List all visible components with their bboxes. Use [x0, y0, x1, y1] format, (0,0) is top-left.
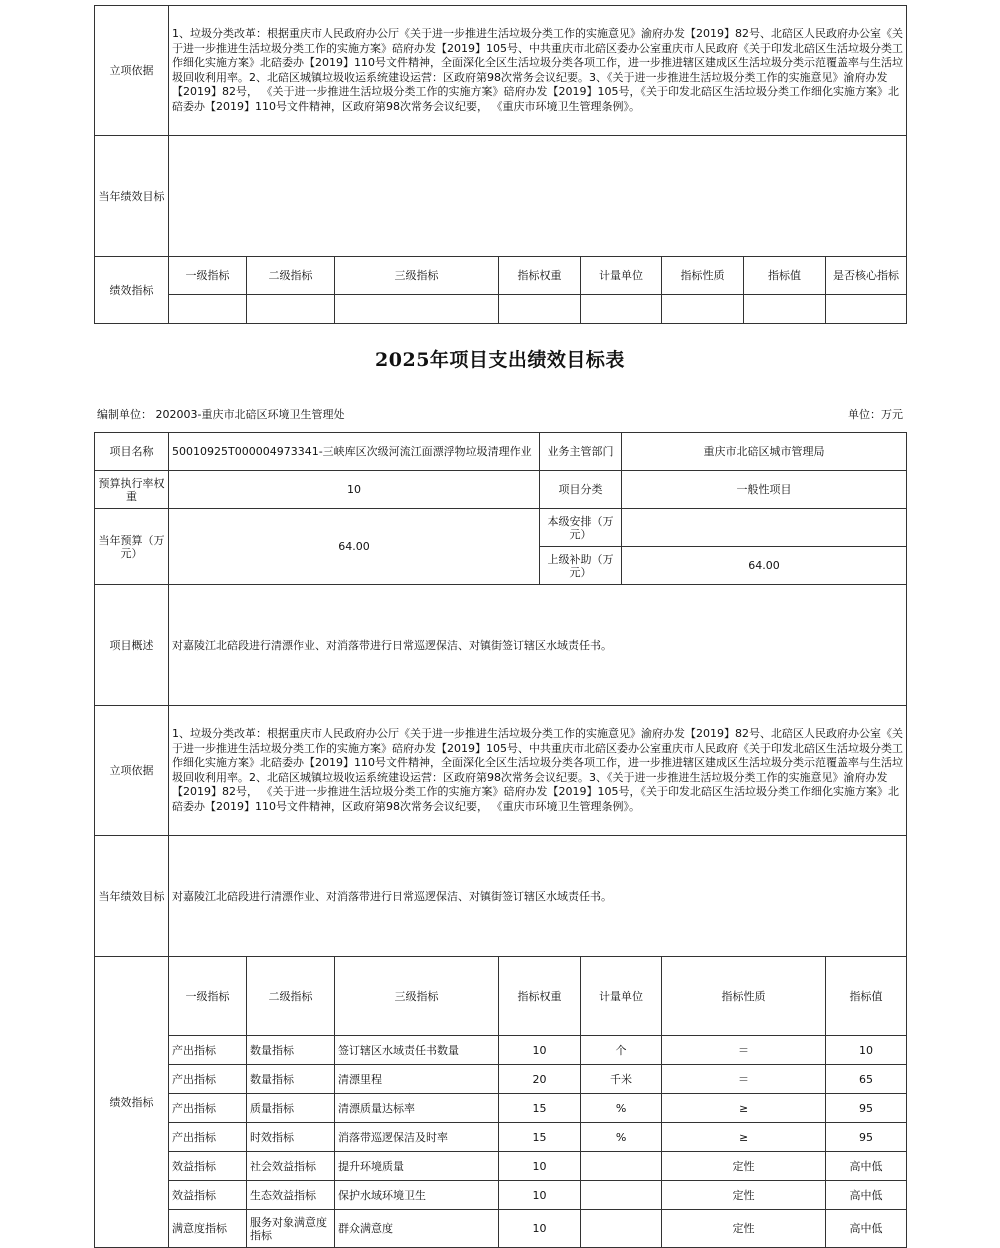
header-level2: 二级指标	[247, 257, 335, 295]
level1-cell: 效益指标	[169, 1181, 247, 1210]
table-row	[95, 1181, 907, 1210]
goal-label: 当年绩效目标	[95, 136, 169, 257]
value-cell: 95	[826, 1094, 907, 1123]
nature-cell: ≥	[662, 1094, 826, 1123]
level3-cell: 消落带巡逻保洁及时率	[335, 1123, 499, 1152]
nature-cell: 定性	[662, 1181, 826, 1210]
level3-cell: 签订辖区水域责任书数量	[335, 1036, 499, 1065]
budget-label: 当年预算（万元）	[95, 509, 169, 585]
upper-subsidy-value: 64.00	[622, 547, 907, 585]
level1-cell: 产出指标	[169, 1123, 247, 1152]
empty-cell	[662, 295, 744, 324]
page-title: 2025年项目支出绩效目标表	[375, 349, 625, 371]
value-cell: 95	[826, 1123, 907, 1152]
level3-cell: 保护水域环境卫生	[335, 1181, 499, 1210]
continued-performance-table	[94, 5, 907, 324]
header-level3: 三级指标	[335, 257, 499, 295]
level3-cell: 清漂质量达标率	[335, 1094, 499, 1123]
level2-cell: 服务对象满意度指标	[247, 1210, 335, 1248]
weight-cell: 10	[499, 1036, 581, 1065]
execution-rate-value: 10	[169, 471, 540, 509]
header-value: 指标值	[744, 257, 826, 295]
nature-cell: ≥	[662, 1123, 826, 1152]
empty-cell	[826, 295, 907, 324]
header-level1: 一级指标	[169, 257, 247, 295]
table-row	[95, 1094, 907, 1123]
weight-cell: 10	[499, 1181, 581, 1210]
header-weight: 指标权重	[499, 257, 581, 295]
goal-text	[169, 136, 907, 257]
empty-cell	[581, 295, 662, 324]
overview-text: 对嘉陵江北碚段进行清漂作业、对消落带进行日常巡逻保洁、对镇街签订辖区水域责任书。	[169, 585, 907, 706]
table-row	[95, 1152, 907, 1181]
header-unit: 计量单位	[581, 957, 662, 1036]
level2-cell: 生态效益指标	[247, 1181, 335, 1210]
unit-cell: 千米	[581, 1065, 662, 1094]
project-name-label: 项目名称	[95, 433, 169, 471]
basis-text: 1、垃圾分类改革：根据重庆市人民政府办公厅《关于进一步推进生活垃圾分类工作的实施意见》渝府办发【2019】82号、北碚区人民政府办公室《关于进一步推进生活垃圾分类工作的实施方案》碚府办发【2019】105号、中共重庆市北碚区委办公室重庆市人民政府《关于印发北碚区生活垃圾分类工作细化实施方案》北碚委办【2019】110号文件精神，全面深化全区生活垃圾分类各项工作，进一步推进辖区建成区生活垃圾分类示范覆盖率与生活垃圾回收利用率。2、北碚区城镇垃圾收运系统建设运营：区政府第98次常务会议纪要。3、《关于进一步推进生活垃圾分类工作的实施意见》渝府办发【2019】82号， 《关于进一步推进生活垃圾分类工作的实施方案》碚府办发【2019】105号，《关于印发北碚区生活垃圾分类工作细化实施方案》北碚委办【2019】110号文件精神，区政府第98次常务会议纪要， 《重庆市环境卫生管理条例》。	[169, 6, 907, 136]
unit-cell: 个	[581, 1036, 662, 1065]
table-row	[95, 1123, 907, 1152]
compiling-unit-value: 202003-重庆市北碚区环境卫生管理处	[155, 408, 345, 421]
unit-cell	[581, 1152, 662, 1181]
level2-cell: 数量指标	[247, 1036, 335, 1065]
local-budget-label: 本级安排（万元）	[540, 509, 622, 547]
level3-cell: 群众满意度	[335, 1210, 499, 1248]
compiling-unit-label: 编制单位：	[97, 408, 152, 421]
unit-cell	[581, 1210, 662, 1248]
value-cell: 高中低	[826, 1181, 907, 1210]
value-cell: 高中低	[826, 1210, 907, 1248]
header-level1: 一级指标	[169, 957, 247, 1036]
basis-label: 立项依据	[95, 706, 169, 836]
header-weight: 指标权重	[499, 957, 581, 1036]
currency-unit: 单位：万元	[848, 408, 903, 421]
level3-cell: 清漂里程	[335, 1065, 499, 1094]
header-unit: 计量单位	[581, 257, 662, 295]
dept-label: 业务主管部门	[540, 433, 622, 471]
level2-cell: 时效指标	[247, 1123, 335, 1152]
category-value: 一般性项目	[622, 471, 907, 509]
basis-label: 立项依据	[95, 6, 169, 136]
nature-cell: ＝	[662, 1036, 826, 1065]
nature-cell: ＝	[662, 1065, 826, 1094]
weight-cell: 15	[499, 1094, 581, 1123]
goal-label: 当年绩效目标	[95, 836, 169, 957]
goal-text: 对嘉陵江北碚段进行清漂作业、对消落带进行日常巡逻保洁、对镇街签订辖区水域责任书。	[169, 836, 907, 957]
weight-cell: 10	[499, 1210, 581, 1248]
dept-value: 重庆市北碚区城市管理局	[622, 433, 907, 471]
unit-cell	[581, 1181, 662, 1210]
level3-cell: 提升环境质量	[335, 1152, 499, 1181]
level1-cell: 效益指标	[169, 1152, 247, 1181]
empty-cell	[744, 295, 826, 324]
table-row	[95, 1065, 907, 1094]
header-value: 指标值	[826, 957, 907, 1036]
project-name-value: 50010925T000004973341-三峡库区次级河流江面漂浮物垃圾清理作业	[169, 433, 540, 471]
budget-value: 64.00	[169, 509, 540, 585]
unit-cell: %	[581, 1094, 662, 1123]
nature-cell: 定性	[662, 1210, 826, 1248]
level1-cell: 产出指标	[169, 1036, 247, 1065]
header-level3: 三级指标	[335, 957, 499, 1036]
execution-rate-label: 预算执行率权重	[95, 471, 169, 509]
header-core: 是否核心指标	[826, 257, 907, 295]
empty-cell	[247, 295, 335, 324]
indicator-label: 绩效指标	[95, 257, 169, 324]
empty-cell	[169, 295, 247, 324]
performance-target-table	[94, 432, 907, 1248]
compiling-unit	[97, 406, 344, 422]
empty-cell	[335, 295, 499, 324]
basis-text: 1、垃圾分类改革：根据重庆市人民政府办公厅《关于进一步推进生活垃圾分类工作的实施意见》渝府办发【2019】82号、北碚区人民政府办公室《关于进一步推进生活垃圾分类工作的实施方案》碚府办发【2019】105号、中共重庆市北碚区委办公室重庆市人民政府《关于印发北碚区生活垃圾分类工作细化实施方案》北碚委办【2019】110号文件精神，全面深化全区生活垃圾分类各项工作，进一步推进辖区建成区生活垃圾分类示范覆盖率与生活垃圾回收利用率。2、北碚区城镇垃圾收运系统建设运营：区政府第98次常务会议纪要。3、《关于进一步推进生活垃圾分类工作的实施意见》渝府办发【2019】82号， 《关于进一步推进生活垃圾分类工作的实施方案》碚府办发【2019】105号，《关于印发北碚区生活垃圾分类工作细化实施方案》北碚委办【2019】110号文件精神，区政府第98次常务会议纪要， 《重庆市环境卫生管理条例》。	[169, 706, 907, 836]
empty-cell	[499, 295, 581, 324]
upper-subsidy-label: 上级补助（万元）	[540, 547, 622, 585]
value-cell: 65	[826, 1065, 907, 1094]
indicator-label: 绩效指标	[95, 957, 169, 1248]
level2-cell: 数量指标	[247, 1065, 335, 1094]
weight-cell: 10	[499, 1152, 581, 1181]
overview-label: 项目概述	[95, 585, 169, 706]
category-label: 项目分类	[540, 471, 622, 509]
weight-cell: 20	[499, 1065, 581, 1094]
level2-cell: 社会效益指标	[247, 1152, 335, 1181]
level1-cell: 产出指标	[169, 1065, 247, 1094]
header-nature: 指标性质	[662, 957, 826, 1036]
level1-cell: 产出指标	[169, 1094, 247, 1123]
level2-cell: 质量指标	[247, 1094, 335, 1123]
level1-cell: 满意度指标	[169, 1210, 247, 1248]
header-nature: 指标性质	[662, 257, 744, 295]
unit-cell: %	[581, 1123, 662, 1152]
value-cell: 10	[826, 1036, 907, 1065]
table-row	[95, 1210, 907, 1248]
weight-cell: 15	[499, 1123, 581, 1152]
value-cell: 高中低	[826, 1152, 907, 1181]
header-level2: 二级指标	[247, 957, 335, 1036]
local-budget-value	[622, 509, 907, 547]
table-row	[95, 1036, 907, 1065]
nature-cell: 定性	[662, 1152, 826, 1181]
